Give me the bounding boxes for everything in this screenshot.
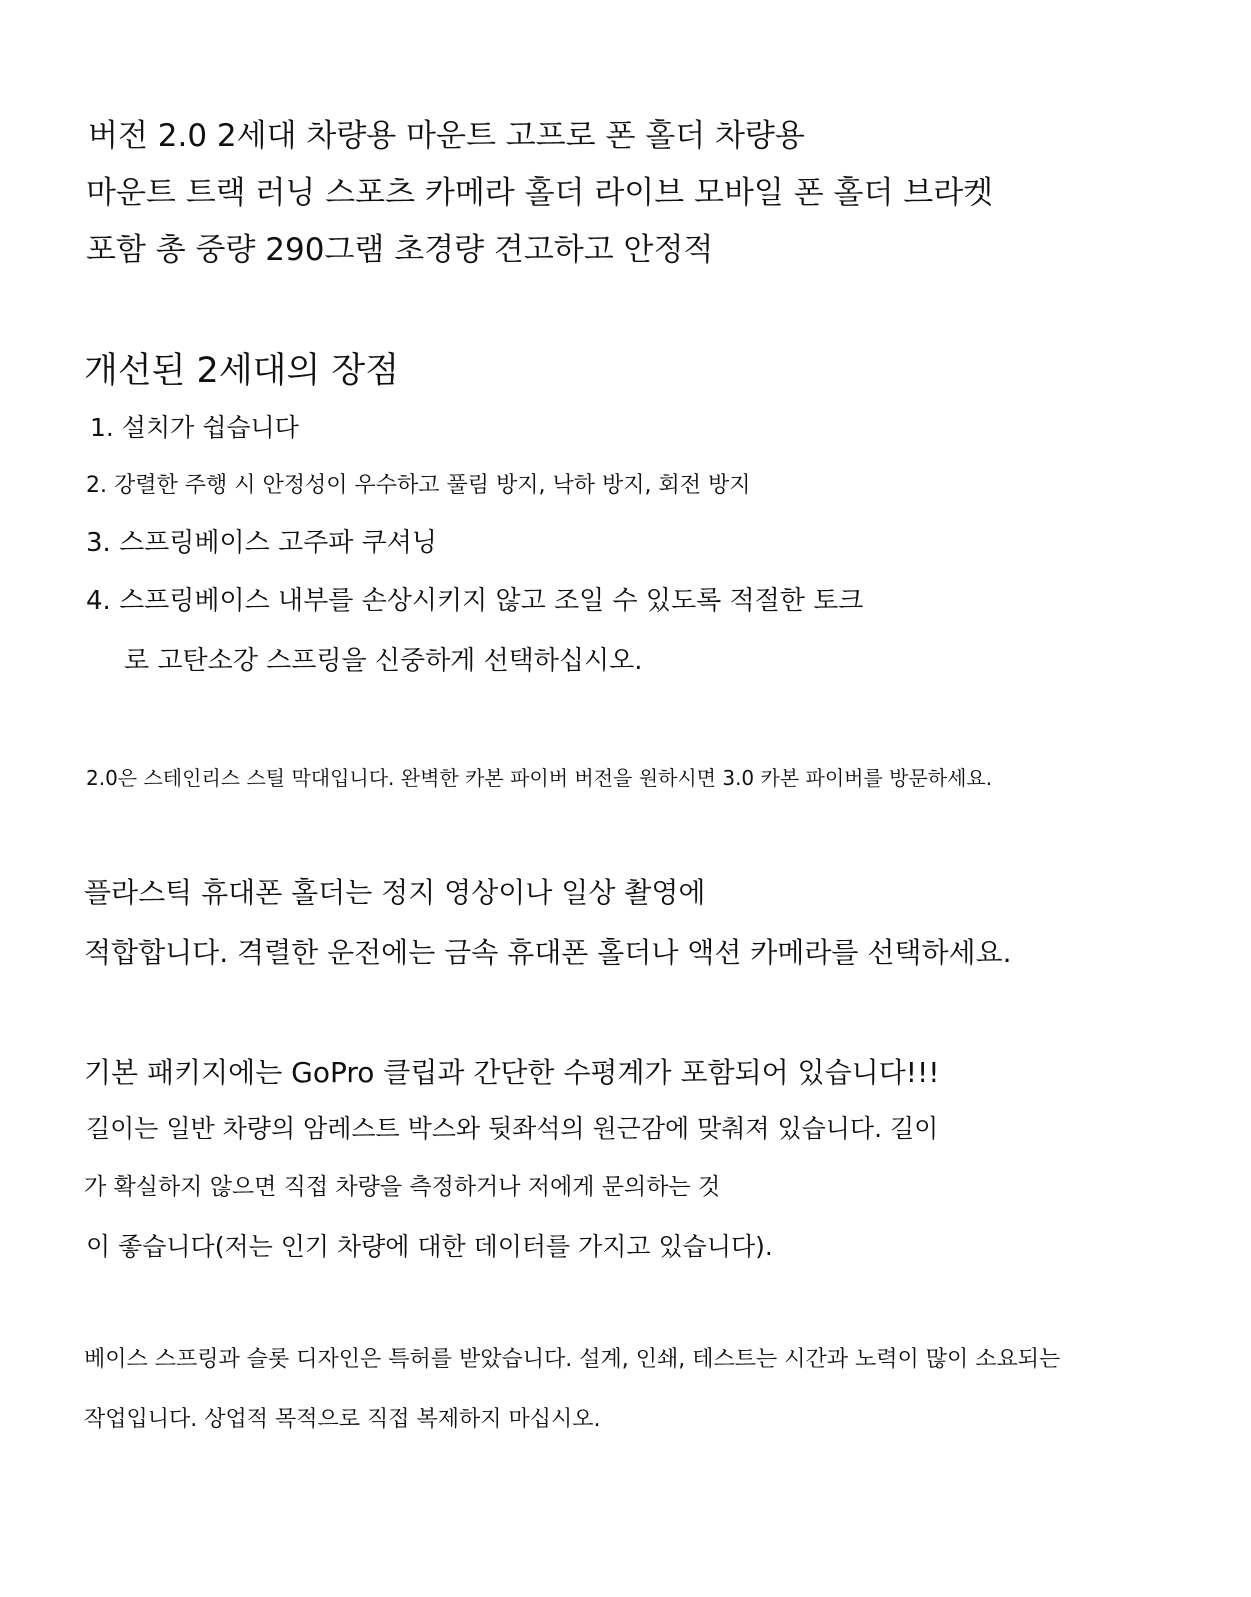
advantage-item-2: 2. 강렬한 주행 시 안정성이 우수하고 풀림 방지, 낙하 방지, 회전 방지 — [86, 473, 751, 498]
package-headline: 기본 패키지에는 GoPro 클립과 간단한 수평계가 포함되어 있습니다!!! — [84, 1056, 940, 1089]
title-line-3: 포함 총 중량 290그램 초경량 견고하고 안정적 — [86, 232, 714, 268]
advantage-item-1: 1. 설치가 쉽습니다 — [90, 413, 299, 442]
advantage-item-4: 4. 스프링베이스 내부를 손상시키지 않고 조일 수 있도록 적절한 토크 — [86, 586, 864, 616]
advantages-heading: 개선된 2세대의 장점 — [84, 351, 399, 391]
package-line-2: 가 확실하지 않으면 직접 차량을 측정하거나 저에게 문의하는 것 — [84, 1174, 721, 1200]
plastic-note-line-1: 플라스틱 휴대폰 홀더는 정지 영상이나 일상 촬영에 — [84, 876, 706, 909]
plastic-note-line-2: 적합합니다. 격렬한 운전에는 금속 휴대폰 홀더나 액션 카메라를 선택하세요. — [84, 936, 1012, 969]
patent-line-1: 베이스 스프링과 슬롯 디자인은 특허를 받았습니다. 설계, 인쇄, 테스트는 시간과 노력이 많이 소요되는 — [84, 1347, 1061, 1372]
advantage-item-3: 3. 스프링베이스 고주파 쿠셔닝 — [86, 528, 437, 558]
package-line-1: 길이는 일반 차량의 암레스트 박스와 뒷좌석의 원근감에 맞춰져 있습니다. 길이 — [86, 1114, 939, 1143]
title-line-1: 버전 2.0 2세대 차량용 마운트 고프로 폰 홀더 차량용 — [88, 118, 805, 154]
title-line-2: 마운트 트랙 러닝 스포츠 카메라 홀더 라이브 모바일 폰 홀더 브라켓 — [86, 175, 994, 211]
package-line-3: 이 좋습니다(저는 인기 차량에 대한 데이터를 가지고 있습니다). — [86, 1232, 773, 1261]
patent-line-2: 작업입니다. 상업적 목적으로 직접 복제하지 마십시오. — [84, 1407, 601, 1432]
steel-version-note: 2.0은 스테인리스 스틸 막대입니다. 완벽한 카본 파이버 버전을 원하시면 3.0 카본 파이버를 방문하세요. — [86, 766, 993, 790]
advantage-item-4-continued: 로 고탄소강 스프링을 신중하게 선택하십시오. — [124, 646, 643, 676]
